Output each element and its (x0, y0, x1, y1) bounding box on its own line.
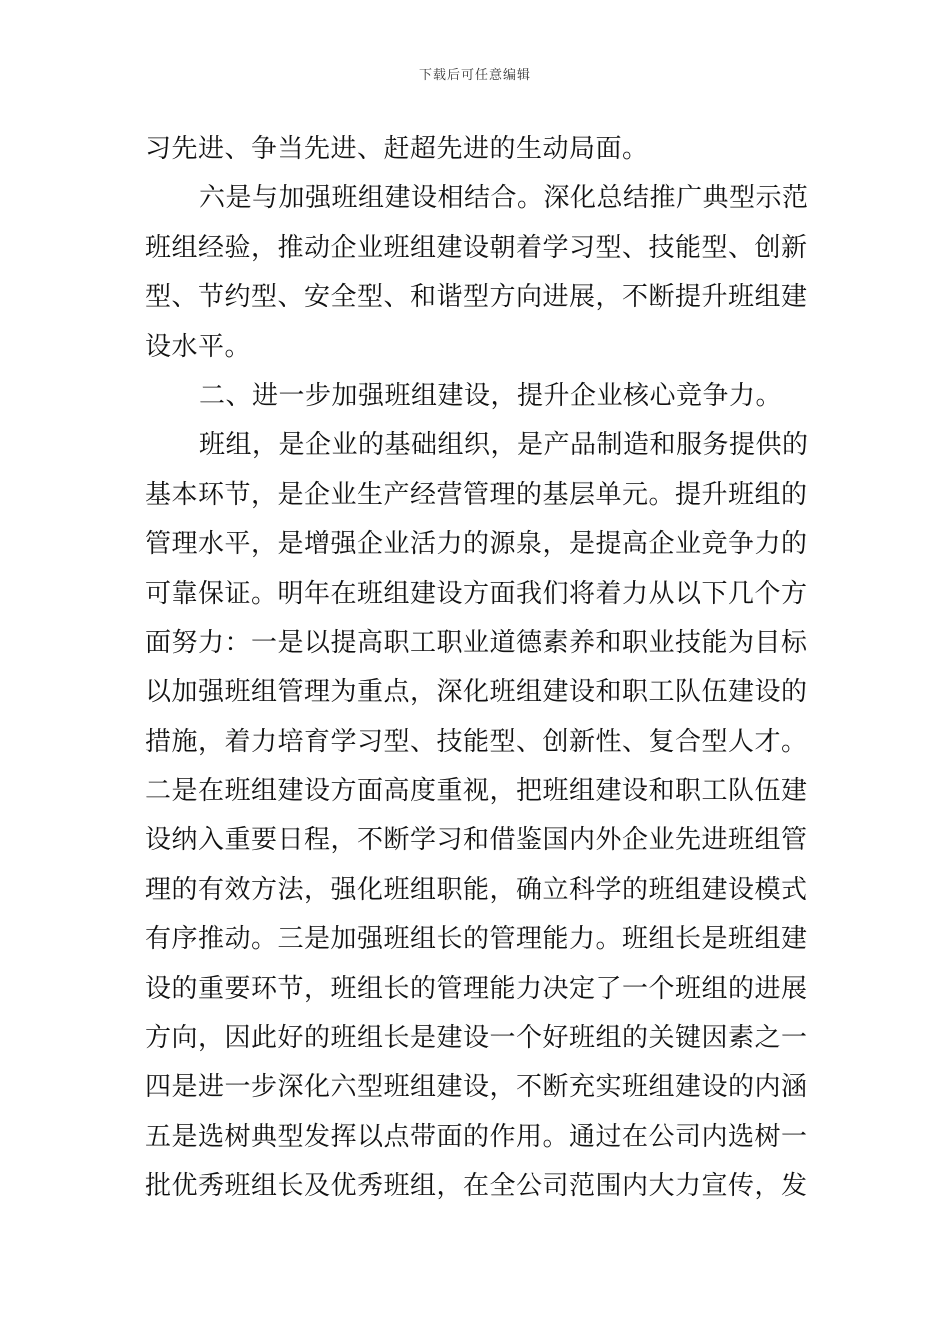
text-line: 设纳入重要日程，不断学习和借鉴国内外企业先进班组管 (145, 825, 808, 856)
text-line: 设水平。 (145, 331, 252, 362)
text-line: 可靠保证。明年在班组建设方面我们将着力从以下几个方 (145, 578, 808, 609)
text-line: 班组，是企业的基础组织，是产品制造和服务提供的 (199, 430, 809, 461)
text-line: 五是选树典型发挥以点带面的作用。通过在公司内选树一 (145, 1121, 808, 1152)
text-line: 理的有效方法，强化班组职能，确立科学的班组建设模式 (145, 874, 808, 905)
text-line: 班组经验，推动企业班组建设朝着学习型、技能型、创新 (145, 232, 808, 263)
text-line: 措施，着力培育学习型、技能型、创新性、复合型人才。 (145, 726, 808, 757)
text-line: 四是进一步深化六型班组建设，不断充实班组建设的内涵 (145, 1072, 808, 1103)
text-line: 基本环节，是企业生产经营管理的基层单元。提升班组的 (145, 479, 808, 510)
text-line: 以加强班组管理为重点，深化班组建设和职工队伍建设的 (145, 677, 808, 708)
text-line: 设的重要环节，班组长的管理能力决定了一个班组的进展 (145, 973, 808, 1004)
text-line: 有序推动。三是加强班组长的管理能力。班组长是班组建 (145, 924, 808, 955)
text-line: 二、进一步加强班组建设，提升企业核心竞争力。 (199, 380, 783, 411)
text-line: 二是在班组建设方面高度重视，把班组建设和职工队伍建 (145, 776, 808, 807)
text-line: 方向，因此好的班组长是建设一个好班组的关键因素之一 (145, 1023, 808, 1054)
text-line: 型、节约型、安全型、和谐型方向进展，不断提升班组建 (145, 282, 808, 313)
text-line: 批优秀班组长及优秀班组，在全公司范围内大力宣传，发 (145, 1171, 808, 1202)
text-line: 面努力：一是以提高职工职业道德素养和职业技能为目标 (145, 627, 808, 658)
document-body (145, 125, 807, 1212)
text-line: 习先进、争当先进、赶超先进的生动局面。 (145, 134, 649, 164)
page-header: 下载后可任意编辑 (418, 68, 531, 83)
text-line: 六是与加强班组建设相结合。深化总结推广典型示范 (199, 183, 809, 214)
text-line: 管理水平，是增强企业活力的源泉，是提高企业竞争力的 (145, 529, 808, 560)
